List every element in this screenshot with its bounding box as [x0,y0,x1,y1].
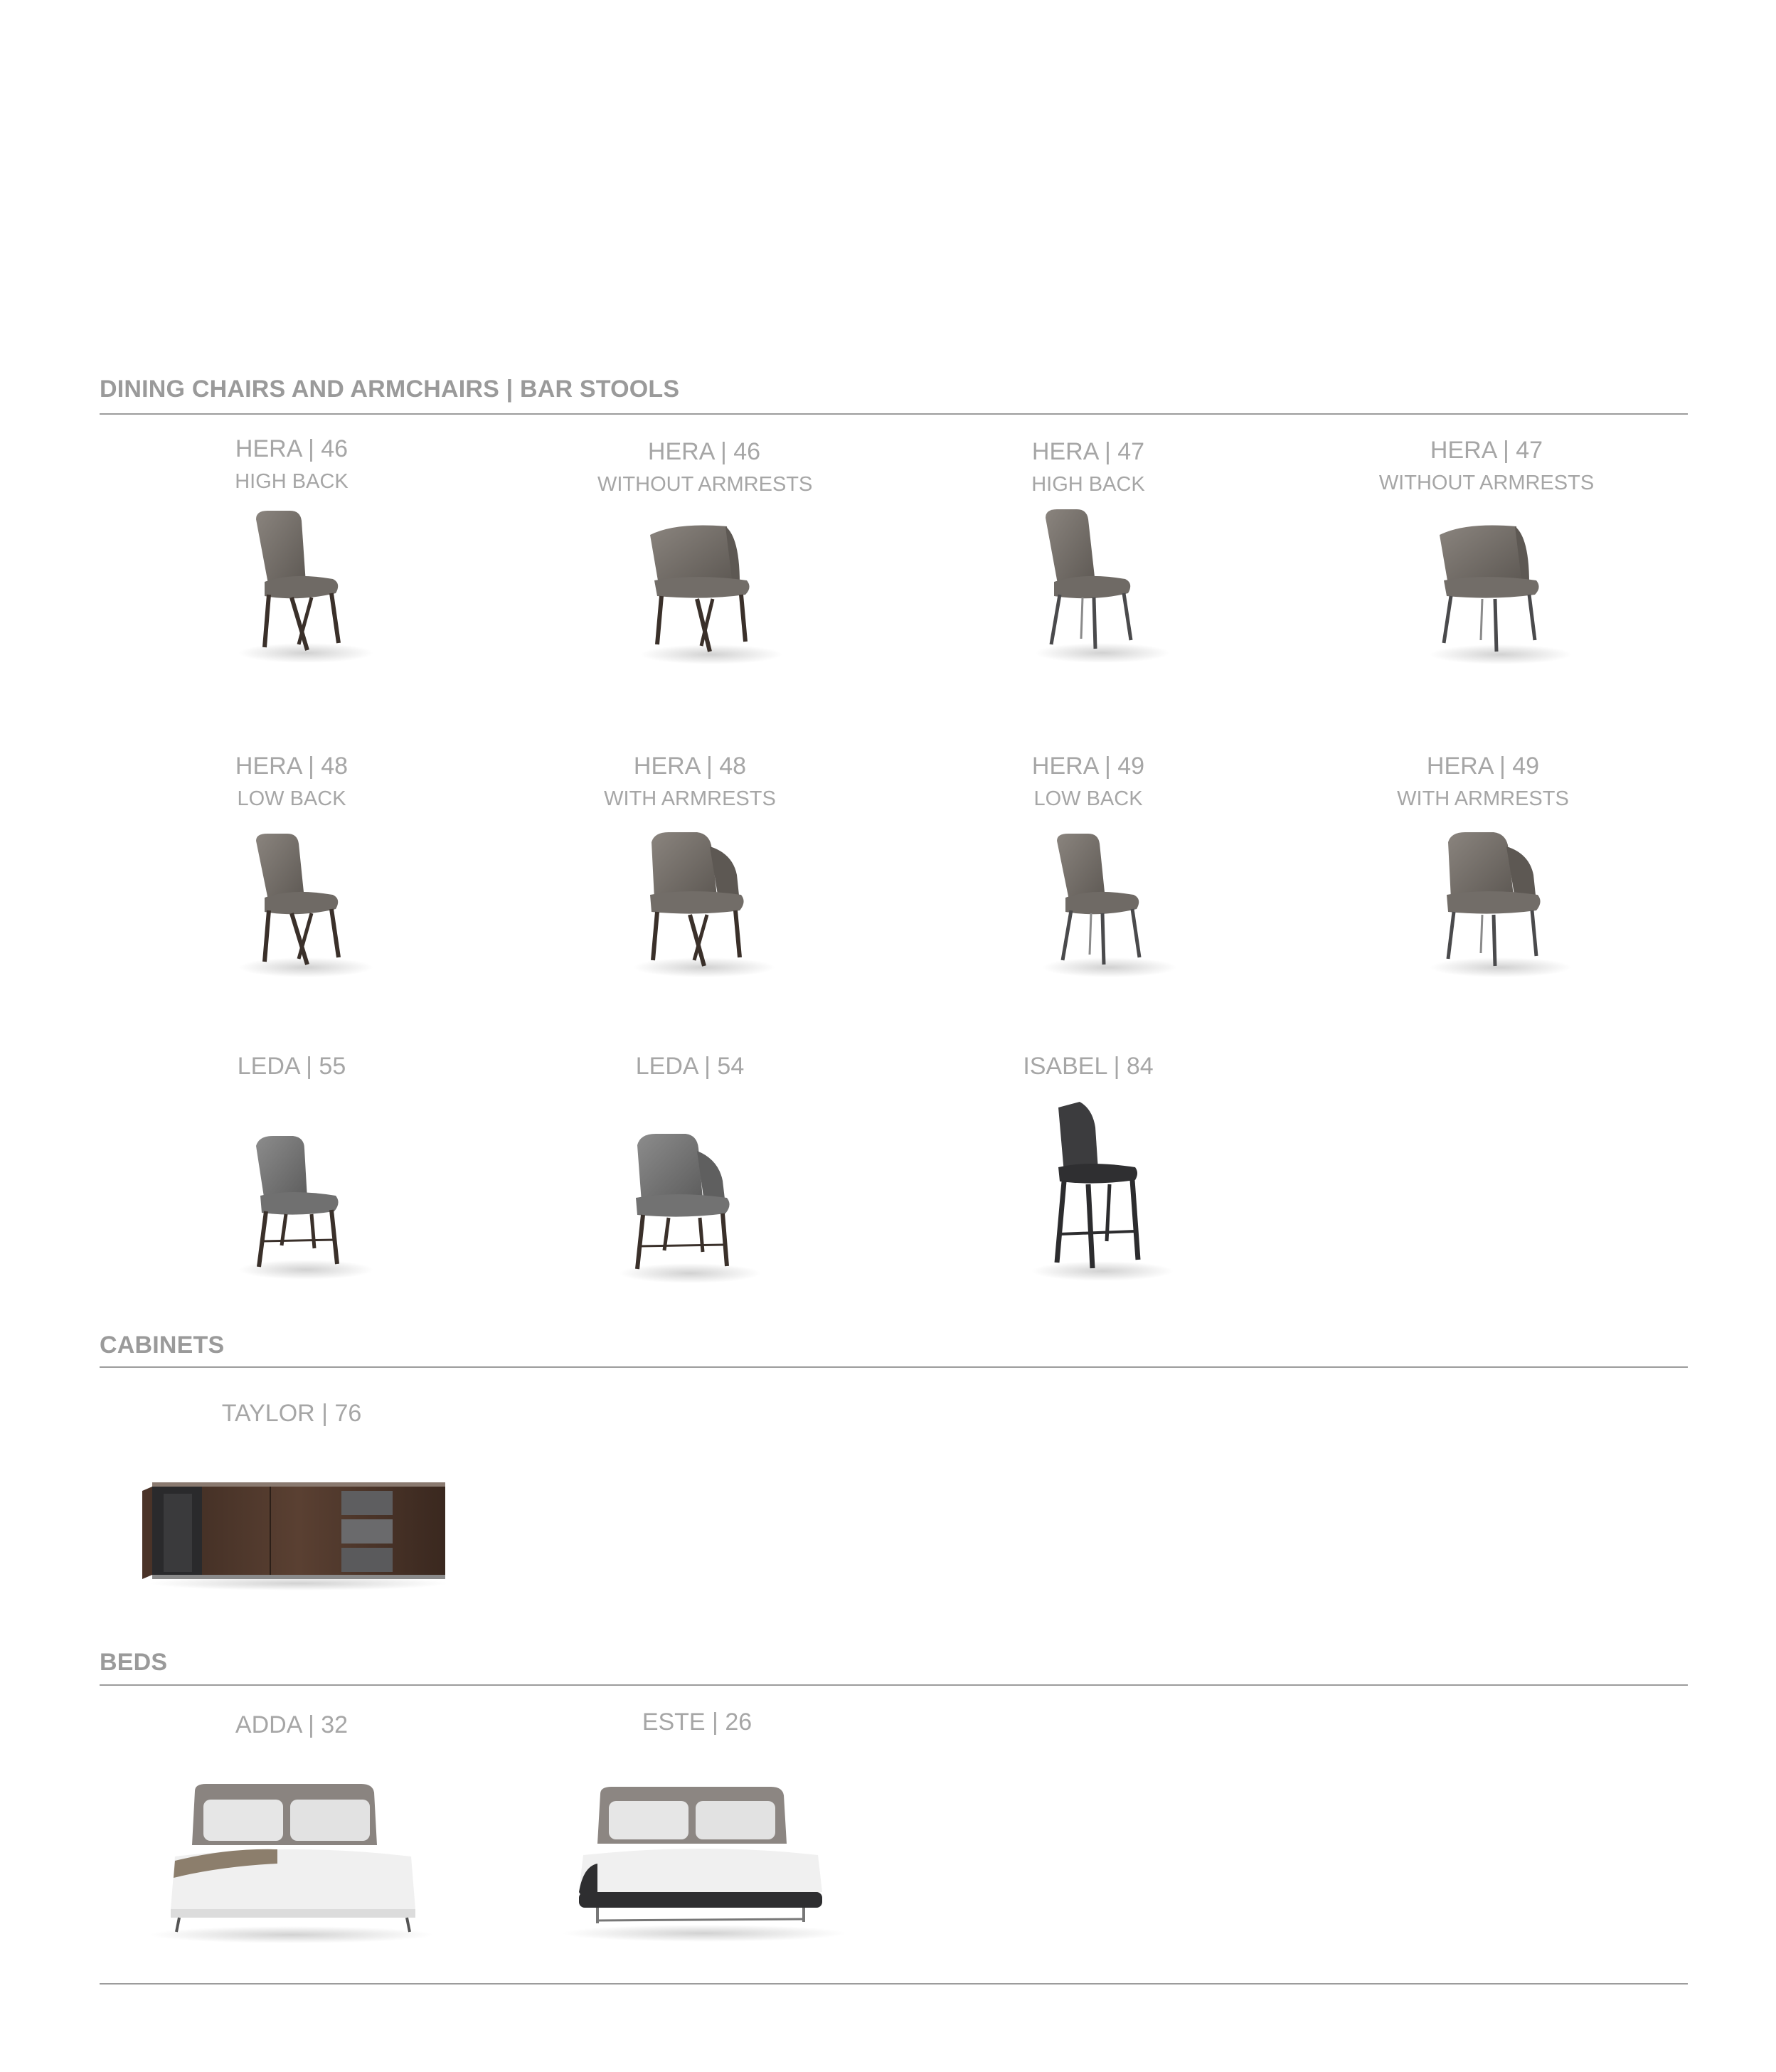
sideboard-icon[interactable] [142,1465,455,1593]
product-item[interactable] [597,438,811,496]
product-name: ADDA | 32 [235,1711,349,1738]
product-variant: HIGH BACK [235,470,349,493]
section-title-cabinets: CABINETS [100,1332,225,1359]
product-variant: HIGH BACK [1031,473,1145,496]
product-item[interactable] [590,1709,804,1736]
chair-low-back-wood-icon[interactable] [228,825,384,982]
product-item[interactable] [583,753,797,811]
bar-stool-icon[interactable] [1024,1099,1181,1284]
section-divider [100,413,1688,415]
product-variant: WITHOUT ARMRESTS [1378,472,1595,494]
chair-tub-metal-icon[interactable] [1423,505,1579,669]
armchair-wood-icon[interactable] [626,825,782,982]
section-divider [100,1366,1688,1368]
armchair-leda-icon[interactable] [612,1124,768,1287]
chair-leda-icon[interactable] [228,1127,384,1284]
product-name: HERA | 48 [235,753,349,780]
product-item[interactable] [1373,437,1600,495]
product-name: HERA | 47 [1031,438,1145,465]
section-title-beds: BEDS [100,1649,168,1676]
product-item[interactable] [1373,753,1593,811]
chair-high-back-wood-icon[interactable] [228,498,384,669]
chair-high-back-metal-icon[interactable] [1024,498,1181,669]
product-name: HERA | 49 [1031,753,1145,780]
product-name: LEDA | 54 [635,1053,745,1080]
product-name: HERA | 46 [647,438,761,465]
product-item[interactable] [185,435,398,494]
product-name: ISABEL | 84 [1023,1053,1154,1080]
product-variant: WITHOUT ARMRESTS [597,473,813,496]
product-name: TAYLOR | 76 [221,1400,362,1427]
product-name: LEDA | 55 [237,1053,346,1080]
bed-adda-icon[interactable] [142,1778,441,1949]
page-bottom-divider [100,1983,1688,1985]
product-item[interactable] [185,1053,398,1080]
product-item[interactable] [185,1711,398,1739]
product-variant: WITH ARMRESTS [1397,787,1569,810]
section-title-dining: DINING CHAIRS AND ARMCHAIRS | BAR STOOLS [100,376,680,403]
product-name: HERA | 49 [1426,753,1540,780]
product-item[interactable] [583,1053,797,1080]
product-item[interactable] [989,753,1188,811]
chair-tub-wood-icon[interactable] [633,505,789,669]
product-variant: LOW BACK [1033,787,1143,810]
product-variant: LOW BACK [237,787,346,810]
bed-este-icon[interactable] [555,1778,854,1949]
product-item[interactable] [989,438,1188,496]
chair-low-back-metal-icon[interactable] [1031,825,1188,982]
product-item[interactable] [185,753,398,811]
product-item[interactable] [185,1400,398,1428]
product-name: HERA | 46 [235,435,349,462]
section-divider [100,1684,1688,1686]
product-variant: WITH ARMRESTS [604,787,776,810]
product-name: HERA | 48 [633,753,747,780]
product-name: ESTE | 26 [642,1709,753,1736]
product-item[interactable] [982,1053,1195,1080]
armchair-metal-icon[interactable] [1423,825,1579,982]
product-name: HERA | 47 [1430,437,1543,464]
